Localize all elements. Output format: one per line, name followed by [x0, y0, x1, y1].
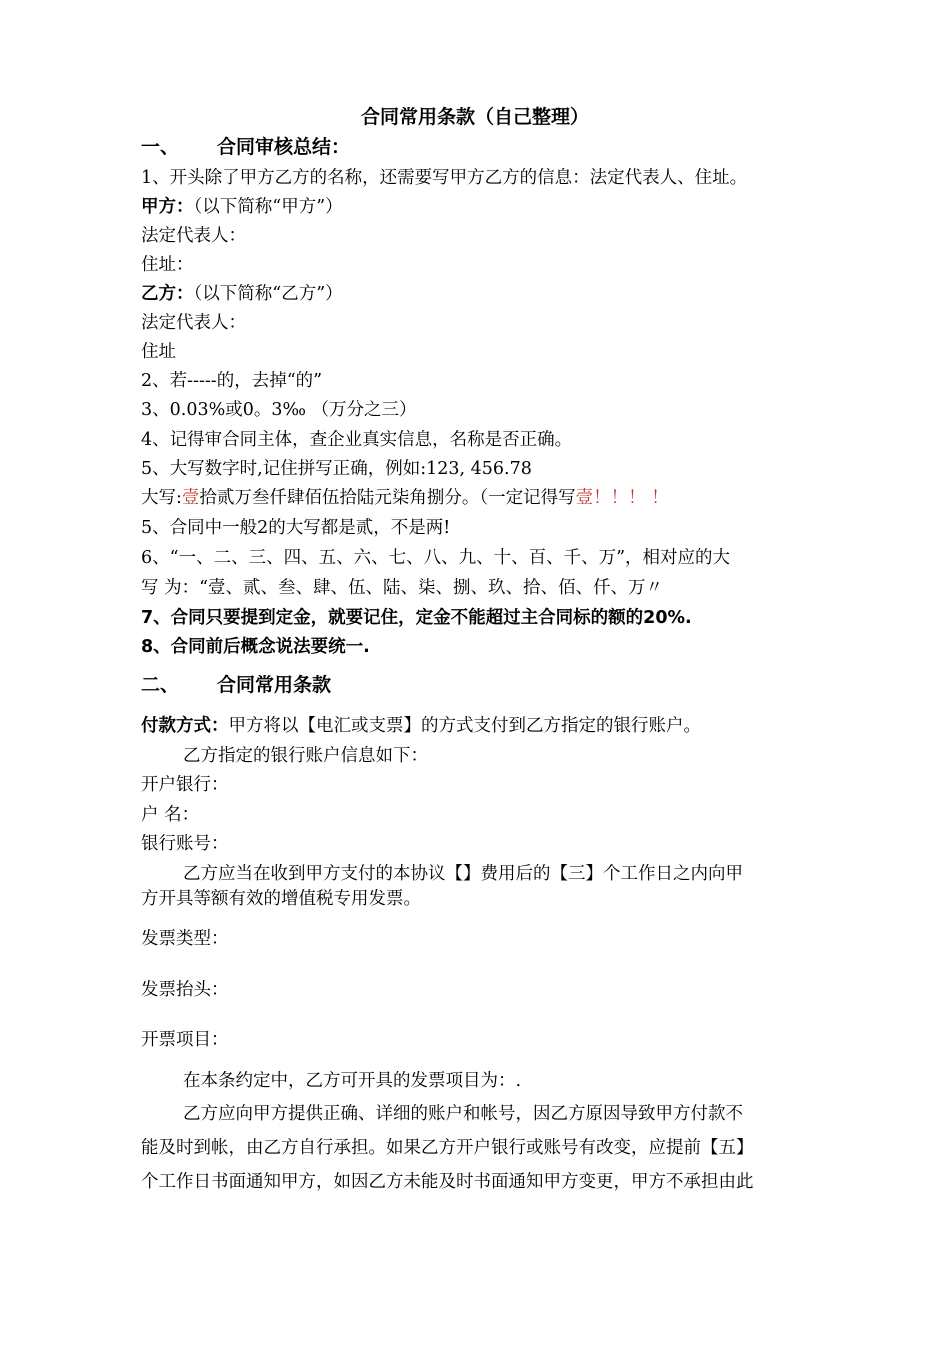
invoice-clause-a: 乙方应当在收到甲方支付的本协议【】费用后的【三】个工作日之内向甲 — [183, 864, 743, 884]
uppercase-example — [141, 486, 669, 510]
uppercase-red-one: 壹 — [181, 488, 200, 508]
invoice-item: 开票项目： — [141, 1030, 229, 1050]
invoice-type: 发票类型： — [141, 929, 229, 949]
item-6a: 6、“一、二、三、四、五、六、七、八、九、十、百、千、万”，相对应的大 — [141, 548, 731, 568]
account-number: 银行账号： — [141, 834, 229, 854]
account-clause-b: 能及时到帐，由乙方自行承担。如果乙方开户银行或账号有改变，应提前【五】 — [141, 1138, 754, 1158]
payment-text: 甲方将以【电汇或支票】的方式支付到乙方指定的银行账户。 — [228, 716, 701, 736]
item-4: 4、记得审合同主体，查企业真实信息，名称是否正确。 — [141, 430, 573, 450]
account-clause-c: 个工作日书面通知甲方，如因乙方未能及时书面通知甲方变更，甲方不承担由此 — [141, 1172, 754, 1192]
party-b-line — [141, 282, 343, 306]
payment-label: 付款方式： — [141, 716, 229, 736]
section-1-title: 合同审核总结： — [217, 136, 351, 158]
item-2: 2、若-----的，去掉“的” — [141, 371, 323, 391]
party-b-address: 住址 — [141, 342, 176, 362]
party-a-abbr: （以下简称“甲方”） — [193, 197, 343, 217]
section-2-title: 合同常用条款 — [217, 674, 332, 696]
document-title: 合同常用条款（自己整理） — [360, 106, 589, 128]
item-6b: 写 为：“壹、贰、叁、肆、伍、陆、柒、捌、玖、拾、佰、仟、万〃 — [141, 578, 664, 598]
account-name: 户 名： — [141, 805, 200, 825]
uppercase-label: 大写: — [141, 488, 182, 508]
invoice-header: 发票抬头： — [141, 980, 229, 1000]
section-2-number: 二、 — [141, 674, 180, 696]
party-a-address: 住址： — [141, 255, 194, 275]
item-7: 7、合同只要提到定金，就要记住，定金不能超过主合同标的额的20%. — [141, 608, 692, 628]
party-a-line — [141, 195, 343, 219]
account-clause-a: 乙方应向甲方提供正确、详细的账户和帐号，因乙方原因导致甲方付款不 — [183, 1104, 743, 1124]
party-a-representative: 法定代表人： — [141, 226, 246, 246]
section-1-heading — [141, 135, 350, 159]
invoice-agreed: 在本条约定中，乙方可开具的发票项目为：. — [183, 1071, 522, 1091]
item-5b: 5、合同中一般2的大写都是贰，不是两! — [141, 518, 451, 538]
bank-info-intro: 乙方指定的银行账户信息如下： — [183, 746, 428, 766]
party-b-label: 乙方： — [141, 284, 194, 304]
uppercase-body: 拾贰万叁仟肆佰伍拾陆元柒角捌分。（一定记得写 — [199, 488, 576, 508]
party-b-abbr: （以下简称“乙方”） — [193, 284, 343, 304]
item-3: 3、0.03%或0。3‰ （万分之三） — [141, 400, 417, 420]
item-1: 1、开头除了甲方乙方的名称，还需要写甲方乙方的信息：法定代表人、住址。 — [141, 168, 748, 188]
uppercase-red-emphasis: 壹！！！ ！ — [575, 488, 669, 508]
section-1-number: 一、 — [141, 136, 180, 158]
party-a-label: 甲方： — [141, 197, 194, 217]
invoice-clause-b: 方开具等额有效的增值税专用发票。 — [141, 889, 421, 909]
section-2-heading — [141, 673, 331, 697]
party-b-representative: 法定代表人： — [141, 313, 246, 333]
payment-method — [141, 714, 701, 738]
item-8: 8、合同前后概念说法要统一. — [141, 637, 370, 657]
bank-name: 开户银行： — [141, 775, 229, 795]
item-5: 5、大写数字时,记住拼写正确，例如:123, 456.78 — [141, 459, 532, 479]
